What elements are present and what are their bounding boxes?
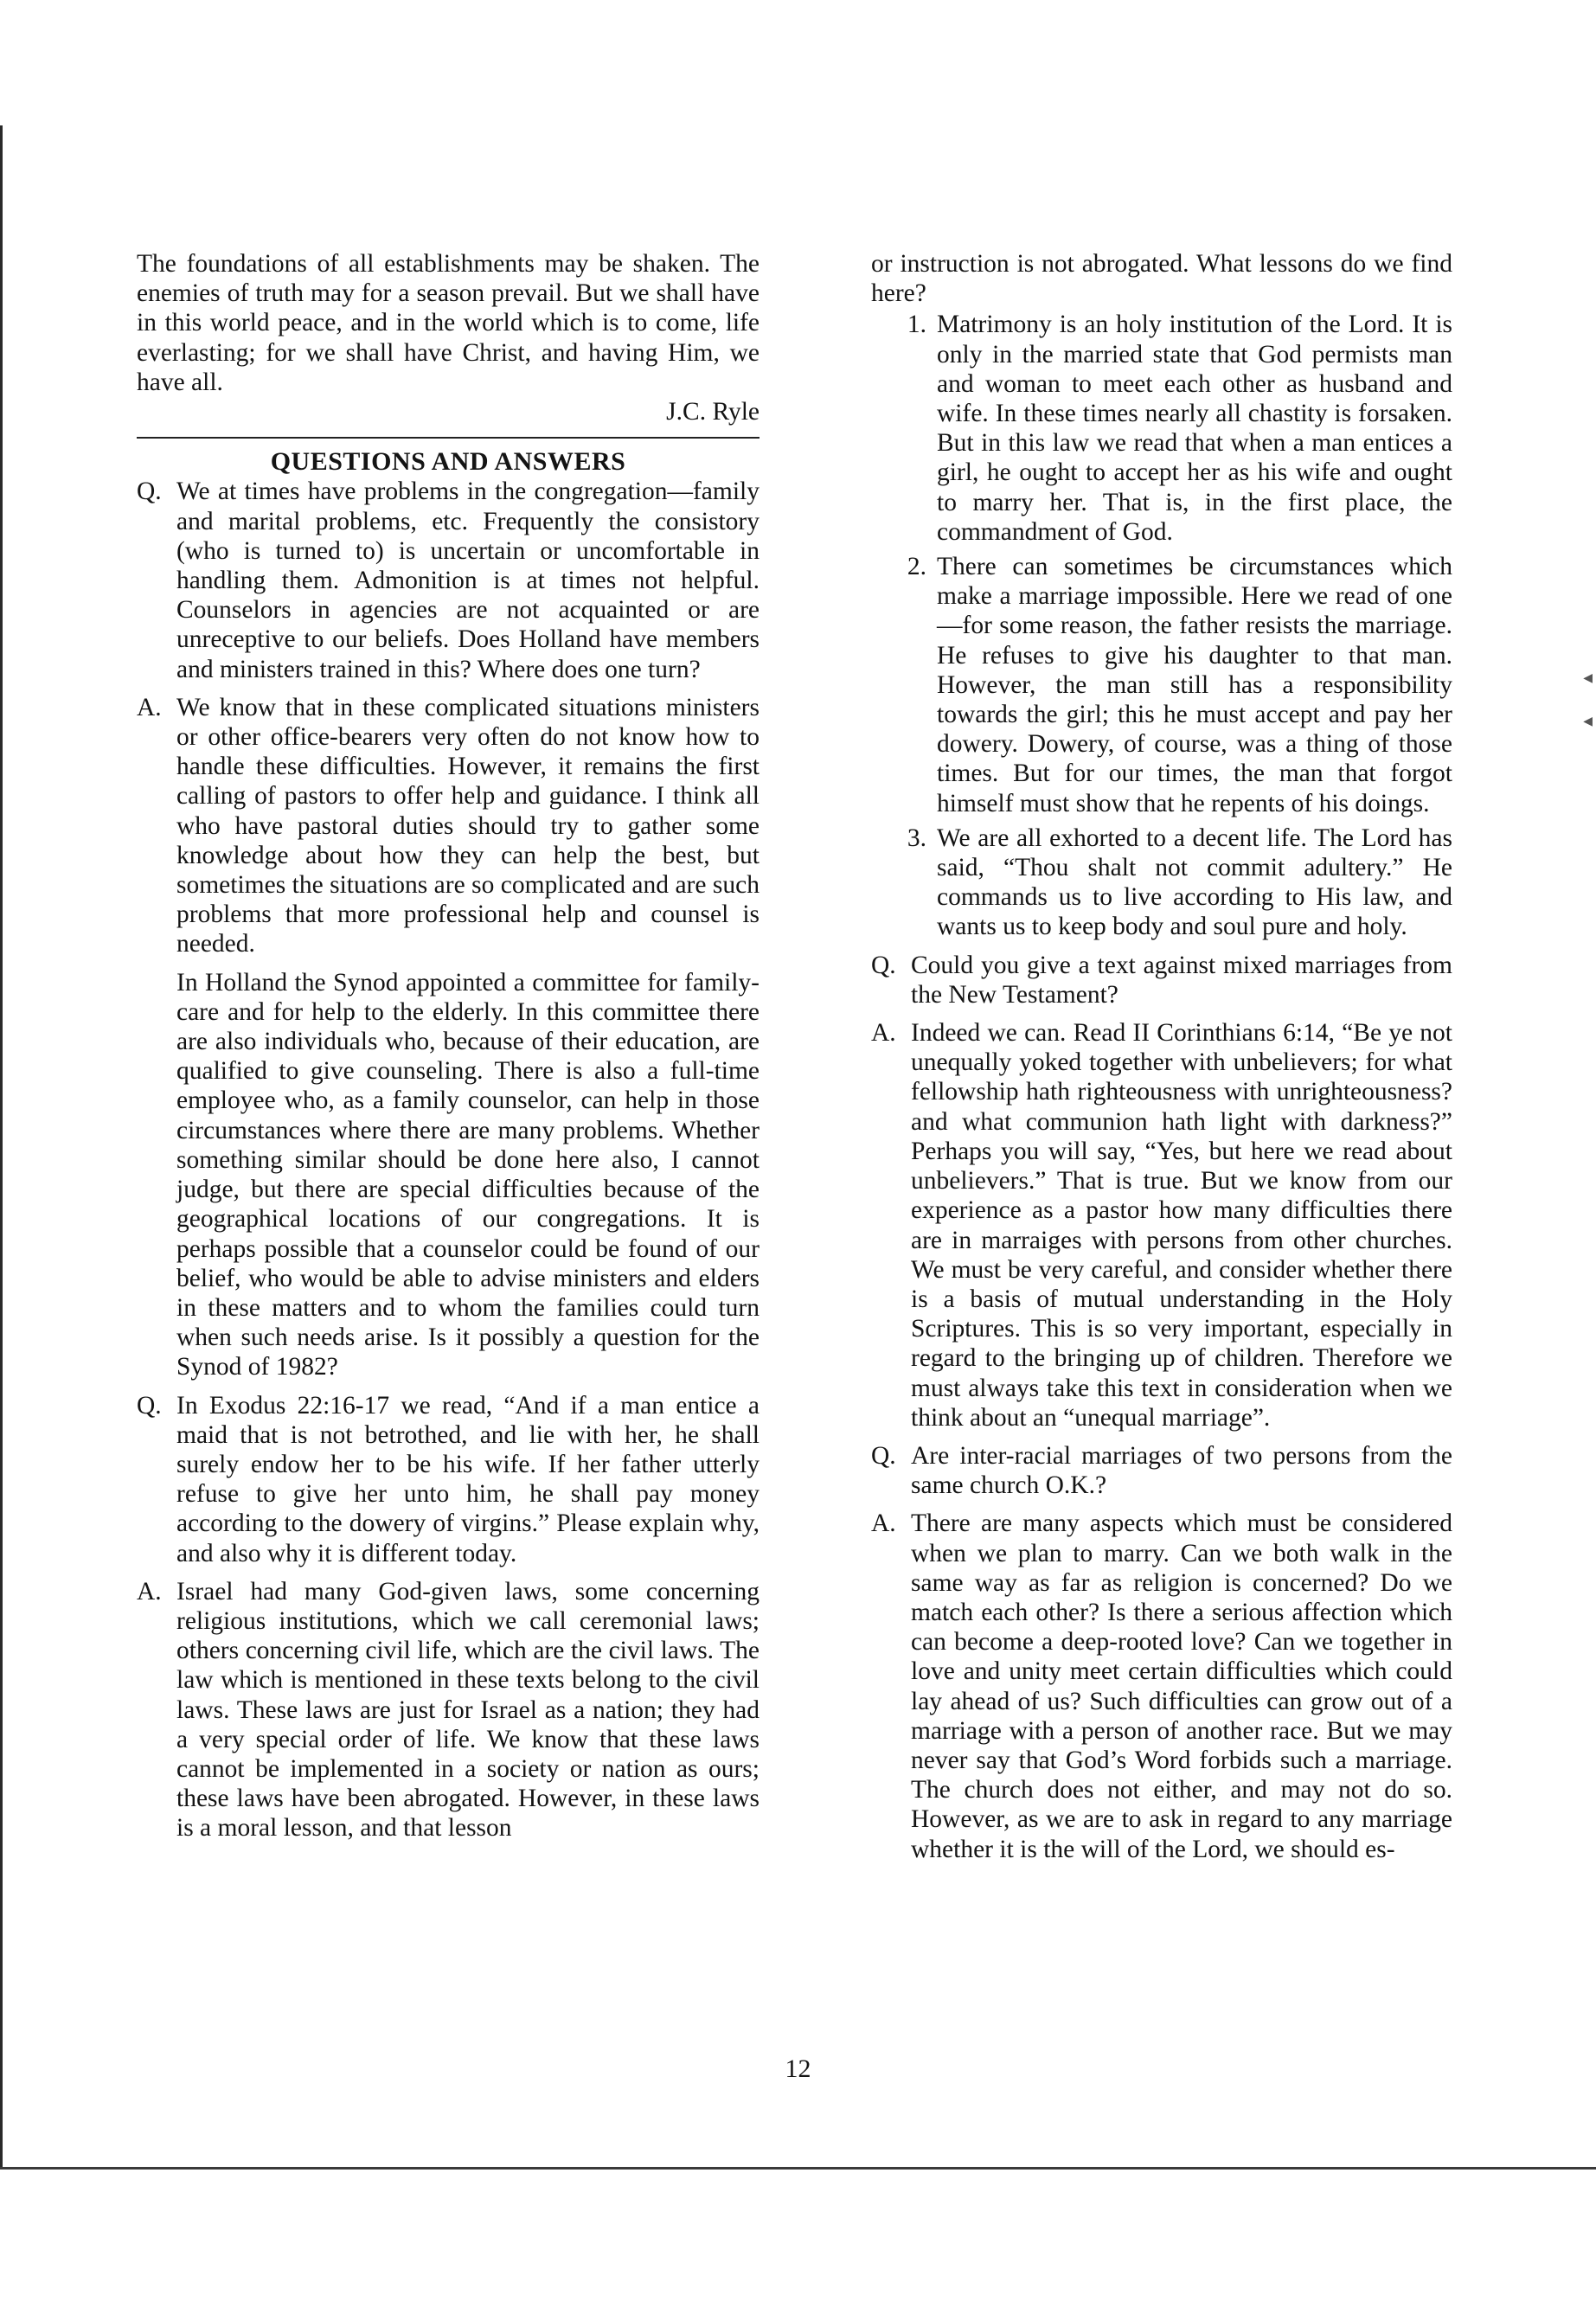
- qa-text: Are inter-racial marriages of two persons from the same church O.K.?: [911, 1441, 1452, 1500]
- page-number: 12: [785, 2054, 811, 2083]
- qa-text: There are many aspects which must be considered when we plan to marry. Can we both walk in the same way as far as religion is concerned? Do we match each other? Is there a serious affection which can become a deep-rooted love? Can we together in love and unity meet certain difficulties which could lay ahead of us? Such difficulties can grow out of a marriage with a person of another race. But we may never say that God’s Word forbids such a marriage. The church does not either, and may not do so. However, as we are to ask in regard to any marriage whether it is the will of the Lord, we should es-: [911, 1509, 1452, 1863]
- list-text: We are all exhorted to a decent life. The Lord has said, “Thou shalt not commit adultery.” He commands us to live according to His law, and wants us to keep body and soul pure and holy.: [937, 824, 1452, 941]
- qa-label: [137, 968, 176, 1382]
- qa-item: [871, 1509, 1452, 1863]
- section-heading: QUESTIONS AND ANSWERS: [270, 447, 626, 477]
- qa-label: A.: [137, 1577, 162, 1606]
- lessons-list: [871, 310, 1452, 941]
- qa-text: Israel had many God-given laws, some concerning religious institutions, which we call ceremonial laws; others concerning civil life, which are the civil laws. The law which is mentioned in these texts belong to the civil laws. These laws are just for Israel as a nation; they had a very special order of life. We know that these laws cannot be implemented in a society or nation as ours; these laws have been abrogated. However, in these laws is a moral lesson, and that lesson: [176, 1577, 760, 1843]
- scan-bottom-edge: [0, 2167, 1596, 2170]
- scan-left-edge: [0, 125, 3, 2167]
- qa-label: A.: [871, 1019, 896, 1048]
- continued-text: or instruction is not abrogated. What lessons do we find here?: [871, 250, 1452, 308]
- list-number: 2.: [907, 553, 926, 581]
- qa-item: [871, 1441, 1452, 1500]
- qa-text: Could you give a text against mixed marriages from the New Testament?: [911, 951, 1452, 1009]
- scan-margin-mark: ◀: [1583, 715, 1593, 728]
- quote-text: The foundations of all establishments may be shaken. The enemies of truth may for a season prevail. But we shall have in this world peace, and in the world which is to come, life everlasting; for we shall have Christ, and having Him, we have all.: [137, 250, 760, 396]
- list-item: [871, 552, 1452, 818]
- list-item: [871, 824, 1452, 942]
- qa-text: We know that in these complicated situations ministers or other office-bearers very often do not know how to handle these difficulties. However, it remains the first calling of pastors to offer help and guidance. I think all who have pastoral duties should try to gather some knowledge about how they can help the best, but sometimes the situations are so complicated and are such problems that more professional help and counsel is needed.: [176, 693, 760, 958]
- qa-item: [137, 1577, 760, 1843]
- left-column: [137, 249, 760, 1843]
- right-column: [871, 249, 1452, 1864]
- scan-margin-mark: ◀: [1583, 672, 1593, 685]
- qa-item: [137, 968, 760, 1382]
- qa-text: In Exodus 22:16-17 we read, “And if a man entice a maid that is not betrothed, and lie with her, he shall surely endow her to be his wife. If her father utterly refuse to give her unto him, he shall pay money according to the dowery of virgins.” Please explain why, and also why it is different today.: [176, 1391, 760, 1567]
- qa-label: A.: [871, 1509, 896, 1538]
- qa-text: We at times have problems in the congregation—family and marital problems, etc. Frequently the consistory (who is turned to) is uncertain or uncomfortable in handling them. Admonition is at times not helpful. Counselors in agencies are not acquainted or are unreceptive to our beliefs. Does Holland have members and ministers trained in this? Where does one turn?: [176, 478, 760, 683]
- list-number: 3.: [907, 824, 926, 852]
- qa-label: Q.: [871, 1441, 896, 1470]
- qa-label: A.: [137, 693, 162, 721]
- qa-item: [137, 693, 760, 959]
- qa-label: Q.: [137, 478, 162, 506]
- list-number: 1.: [907, 311, 926, 339]
- qa-item: [137, 1391, 760, 1568]
- list-text: There can sometimes be circumstances which make a marriage impossible. Here we read of one—for some reason, the father resists the marriage. He refuses to give his daughter to that man. However, the man still has a responsibility towards the girl; this he must accept and pay her dowery. Dowery, of course, was a thing of those times. But for our times, the man that forgot himself must show that he repents of his doings.: [937, 553, 1452, 817]
- qa-item: [871, 951, 1452, 1009]
- list-item: [871, 310, 1452, 547]
- qa-label: Q.: [137, 1391, 162, 1420]
- list-text: Matrimony is an holy institution of the Lord. It is only in the married state that God permists man and woman to meet each other as husband and wife. In these times nearly all chastity is forsaken. But in this law we read that when a man entices a girl, he ought to accept her as his wife and ought to marry her. That is, in the first place, the commandment of God.: [937, 311, 1452, 546]
- qa-text: Indeed we can. Read II Corinthians 6:14, “Be ye not unequally yoked together with unbelievers; for what fellowship hath righteousness with unrighteousness? and what communion hath light with darkness?” Perhaps you will say, “Yes, but here we read about unbelievers.” That is true. But we know from our experience as a pastor how many difficulties there are in marraiges with persons from other churches. We must be very careful, and consider whether there is a basis of mutual understanding in the Holy Scriptures. This is so very important, especially in regard to the bringing up of children. Therefore we must always take this text in consideration when we think about an “unequal marriage”.: [911, 1019, 1452, 1432]
- quote-attribution: J.C. Ryle: [666, 398, 760, 426]
- qa-item: [137, 477, 760, 683]
- section-divider: [137, 437, 760, 439]
- qa-text: In Holland the Synod appointed a committee for family-care and for help to the elderly. In this committee there are also individuals who, because of their education, are qualified to give counseling. There is also a full-time employee who, as a family counselor, can help in those circumstances where there are many problems. Whether something similar should be done here also, I cannot judge, but there are special difficulties because of the geographical locations of our congregations. It is perhaps possible that a counselor could be found of our belief, who would be able to advise ministers and elders in these matters and to whom the families could turn when such needs arise. Is it possibly a question for the Synod of 1982?: [176, 968, 760, 1381]
- qa-label: Q.: [871, 951, 896, 979]
- qa-item: [871, 1018, 1452, 1433]
